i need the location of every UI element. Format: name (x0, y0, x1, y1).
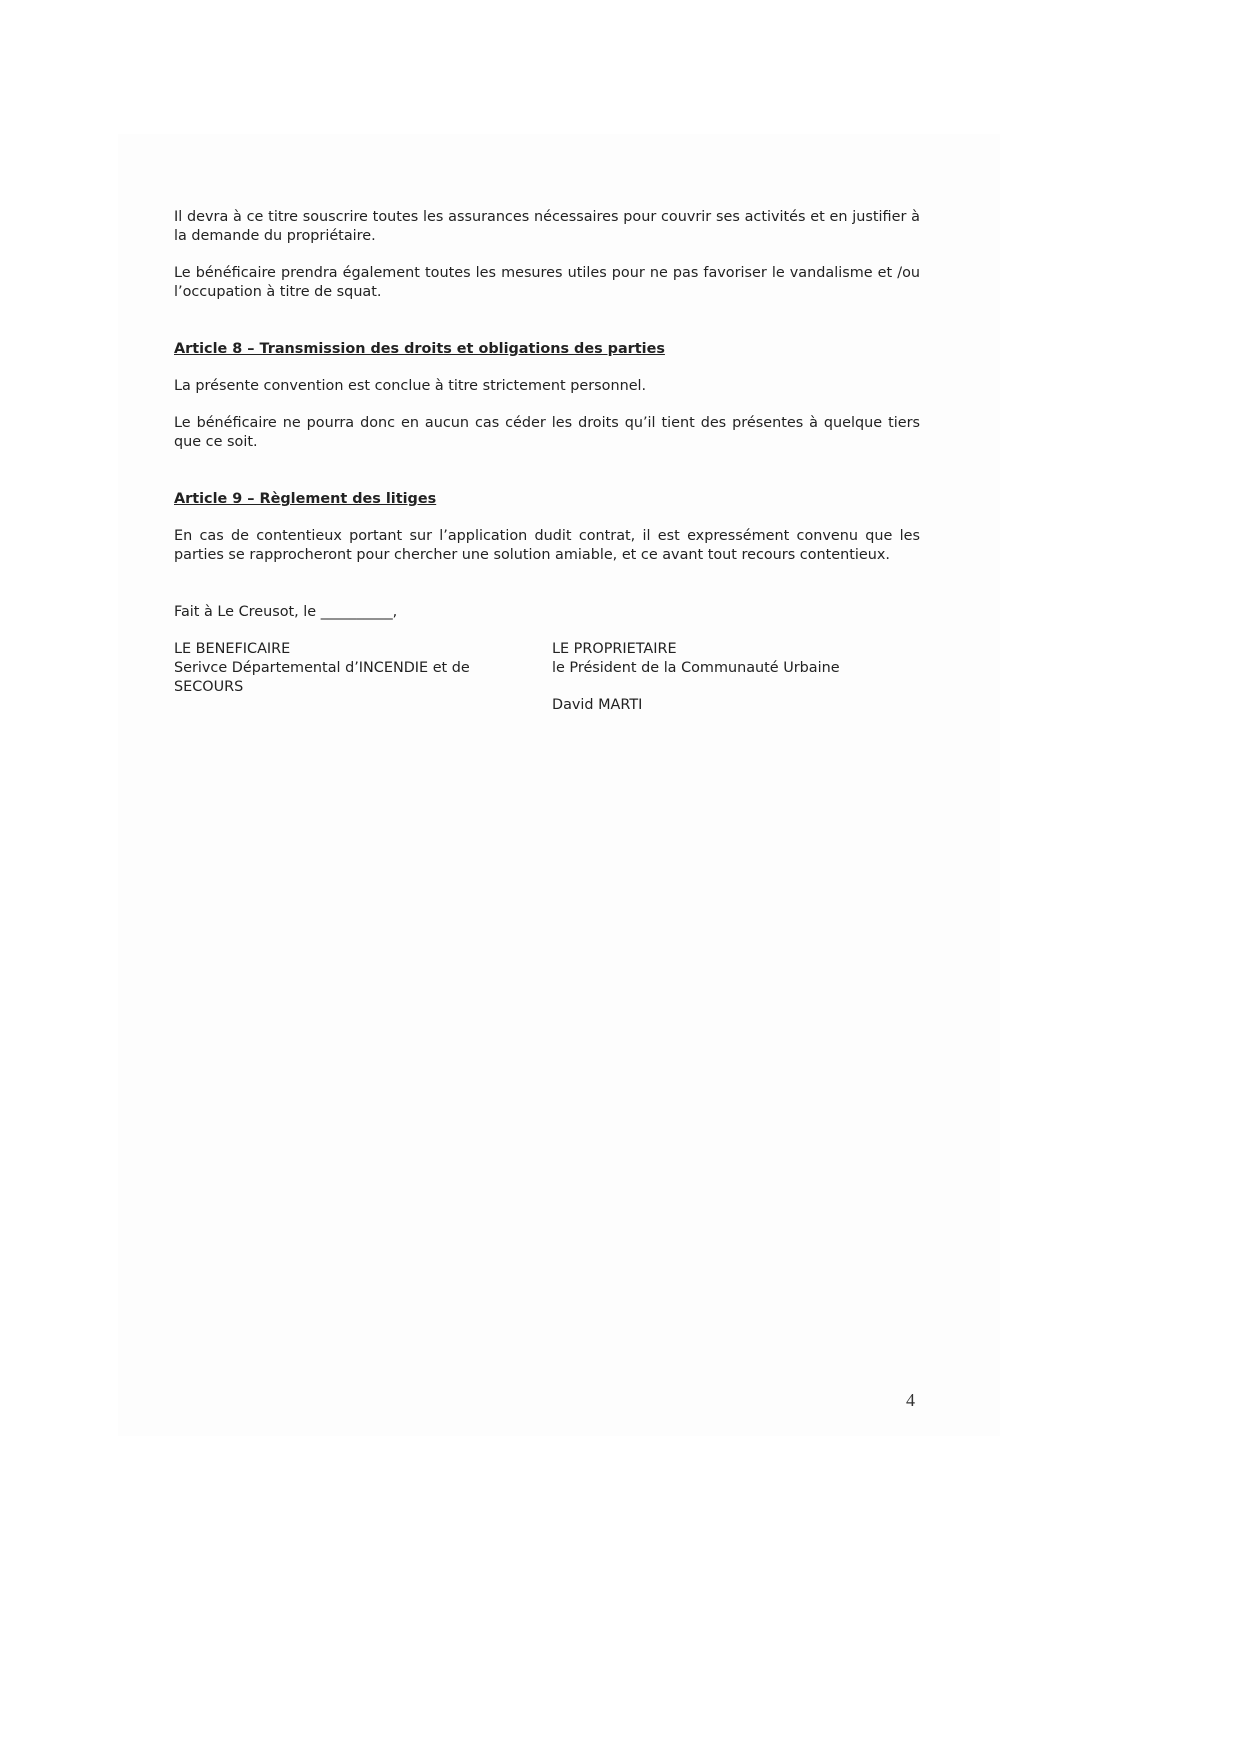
signature-block (174, 640, 920, 715)
owner-name: David MARTI (552, 697, 643, 713)
paragraph-vandalism: Le bénéficaire prendra également toutes les mesures utiles pour ne pas favoriser le vandalisme et /ou l’occupation à titre de squat. (174, 265, 920, 300)
article-9-heading: Article 9 – Règlement des litiges (174, 491, 437, 507)
owner-signature (552, 640, 920, 715)
article-9-paragraph-dispute: En cas de contentieux portant sur l’application dudit contrat, il est expressément convenu que les parties se rapprocheront pour chercher une solution amiable, et ce avant tout recours contentieux. (174, 528, 920, 563)
document-body (174, 208, 920, 715)
owner-title: LE PROPRIETAIRE (552, 641, 677, 657)
place-and-date: Fait à Le Creusot, le __________, (174, 604, 398, 620)
article-8-paragraph-transfer: Le bénéficaire ne pourra donc en aucun cas céder les droits qu’il tient des présentes à quelque tiers que ce soit. (174, 415, 920, 450)
owner-line-1: le Président de la Communauté Urbaine (552, 660, 840, 676)
paragraph-insurance: Il devra à ce titre souscrire toutes les assurances nécessaires pour couvrir ses activités et en justifier à la demande du propriétaire. (174, 209, 920, 244)
beneficiary-line-1: Serivce Départemental d’INCENDIE et de (174, 660, 470, 676)
beneficiary-signature (174, 640, 552, 715)
page-number: 4 (906, 1390, 915, 1410)
beneficiary-title: LE BENEFICAIRE (174, 641, 291, 657)
article-8-heading: Article 8 – Transmission des droits et obligations des parties (174, 341, 665, 357)
article-8-paragraph-personal: La présente convention est conclue à titre strictement personnel. (174, 378, 647, 394)
beneficiary-line-2: SECOURS (174, 679, 244, 695)
